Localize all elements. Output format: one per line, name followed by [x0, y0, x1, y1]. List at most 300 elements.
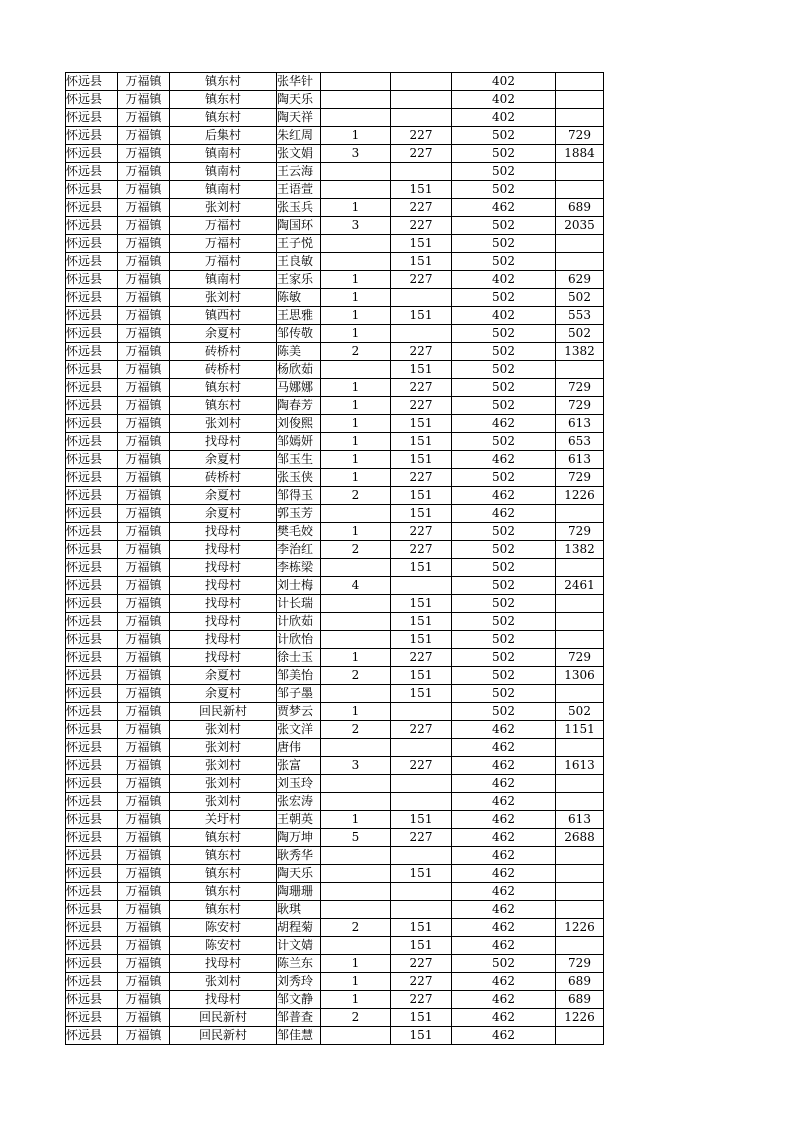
count-cell: 1: [321, 811, 391, 829]
county-cell: 怀远县: [66, 253, 118, 271]
count-cell: [321, 613, 391, 631]
village-cell: 镇东村: [170, 109, 277, 127]
count-cell: 3: [321, 757, 391, 775]
amount-b-cell: 502: [452, 127, 556, 145]
name-cell: 徐士玉: [277, 649, 321, 667]
town-cell: 万福镇: [118, 901, 170, 919]
amount-b-cell: 462: [452, 1009, 556, 1027]
amount-a-cell: 227: [391, 757, 452, 775]
village-cell: 镇东村: [170, 883, 277, 901]
town-cell: 万福镇: [118, 811, 170, 829]
table-row: [66, 703, 604, 721]
village-cell: 镇东村: [170, 397, 277, 415]
town-cell: 万福镇: [118, 541, 170, 559]
amount-b-cell: 502: [452, 685, 556, 703]
total-cell: [556, 505, 604, 523]
total-cell: 729: [556, 127, 604, 145]
amount-a-cell: 227: [391, 145, 452, 163]
village-cell: 万福村: [170, 253, 277, 271]
town-cell: 万福镇: [118, 199, 170, 217]
count-cell: 1: [321, 379, 391, 397]
count-cell: [321, 883, 391, 901]
amount-a-cell: 227: [391, 469, 452, 487]
amount-b-cell: 502: [452, 541, 556, 559]
total-cell: 1613: [556, 757, 604, 775]
amount-a-cell: 151: [391, 1009, 452, 1027]
name-cell: 樊毛姣: [277, 523, 321, 541]
town-cell: 万福镇: [118, 721, 170, 739]
count-cell: [321, 505, 391, 523]
amount-a-cell: 227: [391, 649, 452, 667]
table-row: [66, 73, 604, 91]
name-cell: 耿秀华: [277, 847, 321, 865]
amount-b-cell: 462: [452, 199, 556, 217]
town-cell: 万福镇: [118, 577, 170, 595]
amount-a-cell: 151: [391, 253, 452, 271]
town-cell: 万福镇: [118, 955, 170, 973]
amount-b-cell: 502: [452, 379, 556, 397]
county-cell: 怀远县: [66, 883, 118, 901]
town-cell: 万福镇: [118, 361, 170, 379]
village-cell: 回民新村: [170, 703, 277, 721]
table-row: [66, 469, 604, 487]
total-cell: 613: [556, 415, 604, 433]
county-cell: 怀远县: [66, 127, 118, 145]
total-cell: [556, 631, 604, 649]
table-row: [66, 487, 604, 505]
table-row: [66, 613, 604, 631]
table-row: [66, 937, 604, 955]
amount-a-cell: 151: [391, 235, 452, 253]
county-cell: 怀远县: [66, 307, 118, 325]
count-cell: 1: [321, 271, 391, 289]
total-cell: [556, 937, 604, 955]
name-cell: 计文婧: [277, 937, 321, 955]
total-cell: 689: [556, 973, 604, 991]
village-cell: 镇东村: [170, 829, 277, 847]
total-cell: 613: [556, 451, 604, 469]
amount-a-cell: 227: [391, 397, 452, 415]
village-cell: 镇东村: [170, 901, 277, 919]
table-row: [66, 451, 604, 469]
amount-b-cell: 402: [452, 307, 556, 325]
total-cell: [556, 775, 604, 793]
amount-a-cell: 227: [391, 973, 452, 991]
county-cell: 怀远县: [66, 271, 118, 289]
amount-a-cell: 151: [391, 559, 452, 577]
total-cell: 729: [556, 469, 604, 487]
village-cell: 砖桥村: [170, 361, 277, 379]
county-cell: 怀远县: [66, 847, 118, 865]
county-cell: 怀远县: [66, 703, 118, 721]
amount-a-cell: 151: [391, 181, 452, 199]
amount-b-cell: 502: [452, 433, 556, 451]
amount-a-cell: 227: [391, 955, 452, 973]
table-row: [66, 253, 604, 271]
table-row: [66, 163, 604, 181]
table-row: [66, 793, 604, 811]
count-cell: [321, 73, 391, 91]
amount-b-cell: 502: [452, 289, 556, 307]
amount-a-cell: 151: [391, 1027, 452, 1045]
name-cell: 邹子墨: [277, 685, 321, 703]
table-row: [66, 343, 604, 361]
total-cell: 629: [556, 271, 604, 289]
name-cell: 陶天乐: [277, 91, 321, 109]
county-cell: 怀远县: [66, 181, 118, 199]
county-cell: 怀远县: [66, 793, 118, 811]
town-cell: 万福镇: [118, 631, 170, 649]
total-cell: 729: [556, 649, 604, 667]
count-cell: 3: [321, 145, 391, 163]
table-row: [66, 379, 604, 397]
amount-b-cell: 502: [452, 469, 556, 487]
village-cell: 找母村: [170, 595, 277, 613]
name-cell: 陶天祥: [277, 109, 321, 127]
village-cell: 万福村: [170, 235, 277, 253]
village-cell: 找母村: [170, 631, 277, 649]
count-cell: 1: [321, 973, 391, 991]
amount-a-cell: 151: [391, 415, 452, 433]
town-cell: 万福镇: [118, 523, 170, 541]
county-cell: 怀远县: [66, 469, 118, 487]
village-cell: 余夏村: [170, 685, 277, 703]
county-cell: 怀远县: [66, 217, 118, 235]
total-cell: [556, 1027, 604, 1045]
county-cell: 怀远县: [66, 739, 118, 757]
table-row: [66, 559, 604, 577]
name-cell: 张玉兵: [277, 199, 321, 217]
town-cell: 万福镇: [118, 793, 170, 811]
village-cell: 陈安村: [170, 919, 277, 937]
amount-b-cell: 502: [452, 217, 556, 235]
county-cell: 怀远县: [66, 397, 118, 415]
name-cell: 张文洋: [277, 721, 321, 739]
name-cell: 唐伟: [277, 739, 321, 757]
table-row: [66, 1009, 604, 1027]
amount-a-cell: [391, 577, 452, 595]
village-cell: 找母村: [170, 433, 277, 451]
amount-b-cell: 502: [452, 181, 556, 199]
town-cell: 万福镇: [118, 217, 170, 235]
village-cell: 张刘村: [170, 739, 277, 757]
table-row: [66, 649, 604, 667]
amount-a-cell: 227: [391, 199, 452, 217]
count-cell: [321, 163, 391, 181]
name-cell: 刘士梅: [277, 577, 321, 595]
table-row: [66, 541, 604, 559]
town-cell: 万福镇: [118, 829, 170, 847]
count-cell: [321, 1027, 391, 1045]
total-cell: 729: [556, 397, 604, 415]
count-cell: [321, 361, 391, 379]
name-cell: 邹文静: [277, 991, 321, 1009]
count-cell: 1: [321, 415, 391, 433]
total-cell: 729: [556, 379, 604, 397]
amount-b-cell: 502: [452, 145, 556, 163]
total-cell: 1382: [556, 343, 604, 361]
town-cell: 万福镇: [118, 271, 170, 289]
total-cell: 1151: [556, 721, 604, 739]
count-cell: 2: [321, 1009, 391, 1027]
count-cell: [321, 775, 391, 793]
village-cell: 镇南村: [170, 145, 277, 163]
village-cell: 镇东村: [170, 73, 277, 91]
count-cell: 2: [321, 721, 391, 739]
village-cell: 张刘村: [170, 973, 277, 991]
table-row: [66, 757, 604, 775]
town-cell: 万福镇: [118, 127, 170, 145]
amount-a-cell: [391, 109, 452, 127]
total-cell: 1884: [556, 145, 604, 163]
count-cell: 1: [321, 199, 391, 217]
table-row: [66, 325, 604, 343]
village-cell: 镇东村: [170, 847, 277, 865]
village-cell: 找母村: [170, 955, 277, 973]
county-cell: 怀远县: [66, 487, 118, 505]
table-row: [66, 883, 604, 901]
name-cell: 王云海: [277, 163, 321, 181]
village-cell: 张刘村: [170, 757, 277, 775]
county-cell: 怀远县: [66, 973, 118, 991]
total-cell: 1306: [556, 667, 604, 685]
name-cell: 朱红周: [277, 127, 321, 145]
county-cell: 怀远县: [66, 757, 118, 775]
amount-b-cell: 462: [452, 451, 556, 469]
county-cell: 怀远县: [66, 811, 118, 829]
name-cell: 计长瑞: [277, 595, 321, 613]
name-cell: 杨欣茹: [277, 361, 321, 379]
town-cell: 万福镇: [118, 253, 170, 271]
amount-a-cell: 151: [391, 487, 452, 505]
name-cell: 陶万坤: [277, 829, 321, 847]
table-row: [66, 739, 604, 757]
town-cell: 万福镇: [118, 451, 170, 469]
town-cell: 万福镇: [118, 559, 170, 577]
amount-b-cell: 462: [452, 811, 556, 829]
total-cell: 729: [556, 523, 604, 541]
table-row: [66, 1027, 604, 1045]
total-cell: [556, 595, 604, 613]
total-cell: [556, 253, 604, 271]
table-row: [66, 415, 604, 433]
county-cell: 怀远县: [66, 775, 118, 793]
total-cell: 2461: [556, 577, 604, 595]
county-cell: 怀远县: [66, 199, 118, 217]
town-cell: 万福镇: [118, 1027, 170, 1045]
amount-a-cell: 227: [391, 523, 452, 541]
amount-b-cell: 462: [452, 829, 556, 847]
town-cell: 万福镇: [118, 613, 170, 631]
county-cell: 怀远县: [66, 109, 118, 127]
town-cell: 万福镇: [118, 847, 170, 865]
total-cell: 553: [556, 307, 604, 325]
amount-b-cell: 502: [452, 631, 556, 649]
count-cell: 2: [321, 343, 391, 361]
amount-a-cell: 227: [391, 271, 452, 289]
town-cell: 万福镇: [118, 73, 170, 91]
county-cell: 怀远县: [66, 451, 118, 469]
amount-a-cell: 151: [391, 631, 452, 649]
village-cell: 回民新村: [170, 1009, 277, 1027]
town-cell: 万福镇: [118, 91, 170, 109]
county-cell: 怀远县: [66, 901, 118, 919]
county-cell: 怀远县: [66, 235, 118, 253]
village-cell: 余夏村: [170, 325, 277, 343]
town-cell: 万福镇: [118, 1009, 170, 1027]
name-cell: 张玉侠: [277, 469, 321, 487]
total-cell: 502: [556, 325, 604, 343]
total-cell: 1226: [556, 487, 604, 505]
table-row: [66, 307, 604, 325]
name-cell: 张文娟: [277, 145, 321, 163]
amount-a-cell: [391, 325, 452, 343]
table-row: [66, 631, 604, 649]
county-cell: 怀远县: [66, 523, 118, 541]
amount-a-cell: 227: [391, 217, 452, 235]
county-cell: 怀远县: [66, 415, 118, 433]
county-cell: 怀远县: [66, 325, 118, 343]
table-row: [66, 109, 604, 127]
town-cell: 万福镇: [118, 145, 170, 163]
county-cell: 怀远县: [66, 577, 118, 595]
name-cell: 计欣怡: [277, 631, 321, 649]
amount-b-cell: 462: [452, 919, 556, 937]
table-row: [66, 595, 604, 613]
name-cell: 邹美怡: [277, 667, 321, 685]
name-cell: 王良敏: [277, 253, 321, 271]
name-cell: 刘秀玲: [277, 973, 321, 991]
name-cell: 张华针: [277, 73, 321, 91]
name-cell: 王语萱: [277, 181, 321, 199]
county-cell: 怀远县: [66, 1009, 118, 1027]
total-cell: 2688: [556, 829, 604, 847]
village-cell: 找母村: [170, 991, 277, 1009]
total-cell: [556, 559, 604, 577]
county-cell: 怀远县: [66, 361, 118, 379]
table-row: [66, 433, 604, 451]
amount-b-cell: 462: [452, 991, 556, 1009]
total-cell: 613: [556, 811, 604, 829]
count-cell: 1: [321, 433, 391, 451]
amount-a-cell: 151: [391, 937, 452, 955]
village-cell: 回民新村: [170, 1027, 277, 1045]
table-row: [66, 973, 604, 991]
table-row: [66, 991, 604, 1009]
count-cell: [321, 739, 391, 757]
town-cell: 万福镇: [118, 595, 170, 613]
table-row: [66, 829, 604, 847]
amount-a-cell: 151: [391, 613, 452, 631]
county-cell: 怀远县: [66, 991, 118, 1009]
name-cell: 耿琪: [277, 901, 321, 919]
total-cell: 2035: [556, 217, 604, 235]
count-cell: 1: [321, 127, 391, 145]
total-cell: [556, 181, 604, 199]
amount-b-cell: 502: [452, 559, 556, 577]
name-cell: 王家乐: [277, 271, 321, 289]
amount-a-cell: 151: [391, 433, 452, 451]
amount-b-cell: 462: [452, 901, 556, 919]
town-cell: 万福镇: [118, 343, 170, 361]
town-cell: 万福镇: [118, 685, 170, 703]
village-cell: 找母村: [170, 649, 277, 667]
table-row: [66, 577, 604, 595]
name-cell: 刘玉玲: [277, 775, 321, 793]
name-cell: 王思雅: [277, 307, 321, 325]
table-row: [66, 721, 604, 739]
count-cell: 1: [321, 469, 391, 487]
town-cell: 万福镇: [118, 289, 170, 307]
county-cell: 怀远县: [66, 379, 118, 397]
table-row: [66, 397, 604, 415]
count-cell: 1: [321, 451, 391, 469]
table-row: [66, 505, 604, 523]
name-cell: 陈美: [277, 343, 321, 361]
amount-a-cell: 227: [391, 127, 452, 145]
amount-a-cell: 151: [391, 361, 452, 379]
amount-a-cell: 227: [391, 343, 452, 361]
total-cell: 653: [556, 433, 604, 451]
name-cell: 邹佳慧: [277, 1027, 321, 1045]
table-row: [66, 289, 604, 307]
count-cell: [321, 685, 391, 703]
count-cell: [321, 181, 391, 199]
town-cell: 万福镇: [118, 235, 170, 253]
count-cell: [321, 847, 391, 865]
village-cell: 张刘村: [170, 199, 277, 217]
town-cell: 万福镇: [118, 433, 170, 451]
amount-a-cell: 227: [391, 829, 452, 847]
county-cell: 怀远县: [66, 73, 118, 91]
count-cell: 1: [321, 523, 391, 541]
village-cell: 砖桥村: [170, 469, 277, 487]
amount-a-cell: 227: [391, 991, 452, 1009]
count-cell: 1: [321, 307, 391, 325]
total-cell: [556, 685, 604, 703]
name-cell: 马娜娜: [277, 379, 321, 397]
table-row: [66, 955, 604, 973]
amount-a-cell: [391, 73, 452, 91]
county-cell: 怀远县: [66, 919, 118, 937]
county-cell: 怀远县: [66, 433, 118, 451]
table-row: [66, 145, 604, 163]
village-cell: 镇南村: [170, 163, 277, 181]
village-cell: 万福村: [170, 217, 277, 235]
county-cell: 怀远县: [66, 829, 118, 847]
name-cell: 王子悦: [277, 235, 321, 253]
county-cell: 怀远县: [66, 163, 118, 181]
amount-b-cell: 502: [452, 397, 556, 415]
count-cell: [321, 235, 391, 253]
total-cell: 729: [556, 955, 604, 973]
amount-b-cell: 502: [452, 325, 556, 343]
count-cell: 2: [321, 667, 391, 685]
table-row: [66, 271, 604, 289]
amount-b-cell: 462: [452, 793, 556, 811]
town-cell: 万福镇: [118, 865, 170, 883]
county-cell: 怀远县: [66, 649, 118, 667]
amount-b-cell: 502: [452, 955, 556, 973]
count-cell: 1: [321, 991, 391, 1009]
amount-a-cell: [391, 703, 452, 721]
count-cell: [321, 253, 391, 271]
amount-b-cell: 502: [452, 343, 556, 361]
village-cell: 张刘村: [170, 775, 277, 793]
name-cell: 李栋梁: [277, 559, 321, 577]
amount-b-cell: 502: [452, 703, 556, 721]
table-row: [66, 217, 604, 235]
